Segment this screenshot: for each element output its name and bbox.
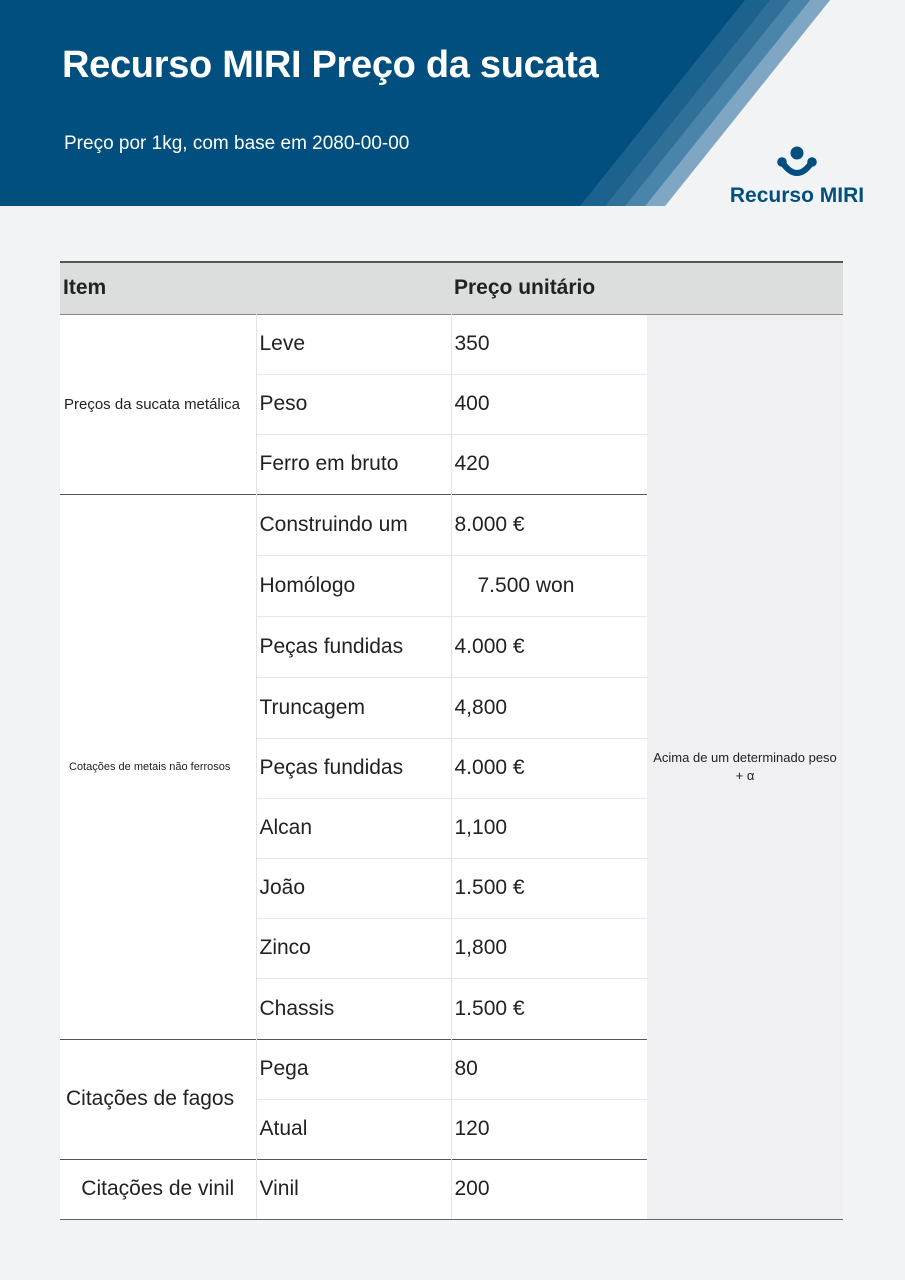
table-row [60, 314, 843, 374]
item-name: Homólogo [256, 555, 451, 616]
item-name: João [256, 858, 451, 918]
column-header-item: Item [63, 276, 107, 300]
group-label: Cotações de metais não ferrosos [60, 494, 256, 1039]
item-price: 1,100 [451, 798, 647, 858]
item-price: 200 [451, 1159, 647, 1219]
item-name: Atual [256, 1099, 451, 1159]
item-price: 400 [451, 374, 647, 434]
item-name: Chassis [256, 978, 451, 1039]
price-table [60, 261, 843, 1219]
item-price: 1,800 [451, 918, 647, 978]
group-label: Citações de fagos [60, 1039, 256, 1159]
item-name: Pega [256, 1039, 451, 1099]
logo [722, 144, 872, 208]
item-name: Vinil [256, 1159, 451, 1219]
column-header-price: Preço unitário [454, 276, 596, 300]
price-note: Acima de um determinado peso + α [647, 314, 843, 1219]
logo-molecule-icon [777, 144, 817, 184]
item-name: Truncagem [256, 677, 451, 738]
item-price: 420 [451, 434, 647, 494]
page-subtitle: Preço por 1kg, com base em 2080-00-00 [64, 133, 410, 154]
item-price: 1.500 € [451, 978, 647, 1039]
item-name: Peças fundidas [256, 616, 451, 677]
item-price: 4.000 € [451, 616, 647, 677]
table-header-row [60, 262, 843, 314]
item-name: Ferro em bruto [256, 434, 451, 494]
logo-text: Recurso MIRI [729, 184, 865, 207]
group-label: Citações de vinil [60, 1159, 256, 1219]
item-name: Leve [256, 314, 451, 374]
page-title: Recurso MIRI Preço da sucata [62, 44, 599, 86]
item-price: 350 [451, 314, 647, 374]
item-name: Alcan [256, 798, 451, 858]
item-name: Construindo um [256, 494, 451, 555]
item-name: Zinco [256, 918, 451, 978]
table-bottom-rule [60, 1219, 843, 1220]
group-label: Preços da sucata metálica [60, 314, 256, 494]
item-price: 7.500 won [451, 555, 647, 616]
item-price: 8.000 € [451, 494, 647, 555]
item-price: 4,800 [451, 677, 647, 738]
item-price: 120 [451, 1099, 647, 1159]
item-price: 80 [451, 1039, 647, 1099]
item-name: Peças fundidas [256, 738, 451, 798]
item-name: Peso [256, 374, 451, 434]
item-price: 1.500 € [451, 858, 647, 918]
item-price: 4.000 € [451, 738, 647, 798]
